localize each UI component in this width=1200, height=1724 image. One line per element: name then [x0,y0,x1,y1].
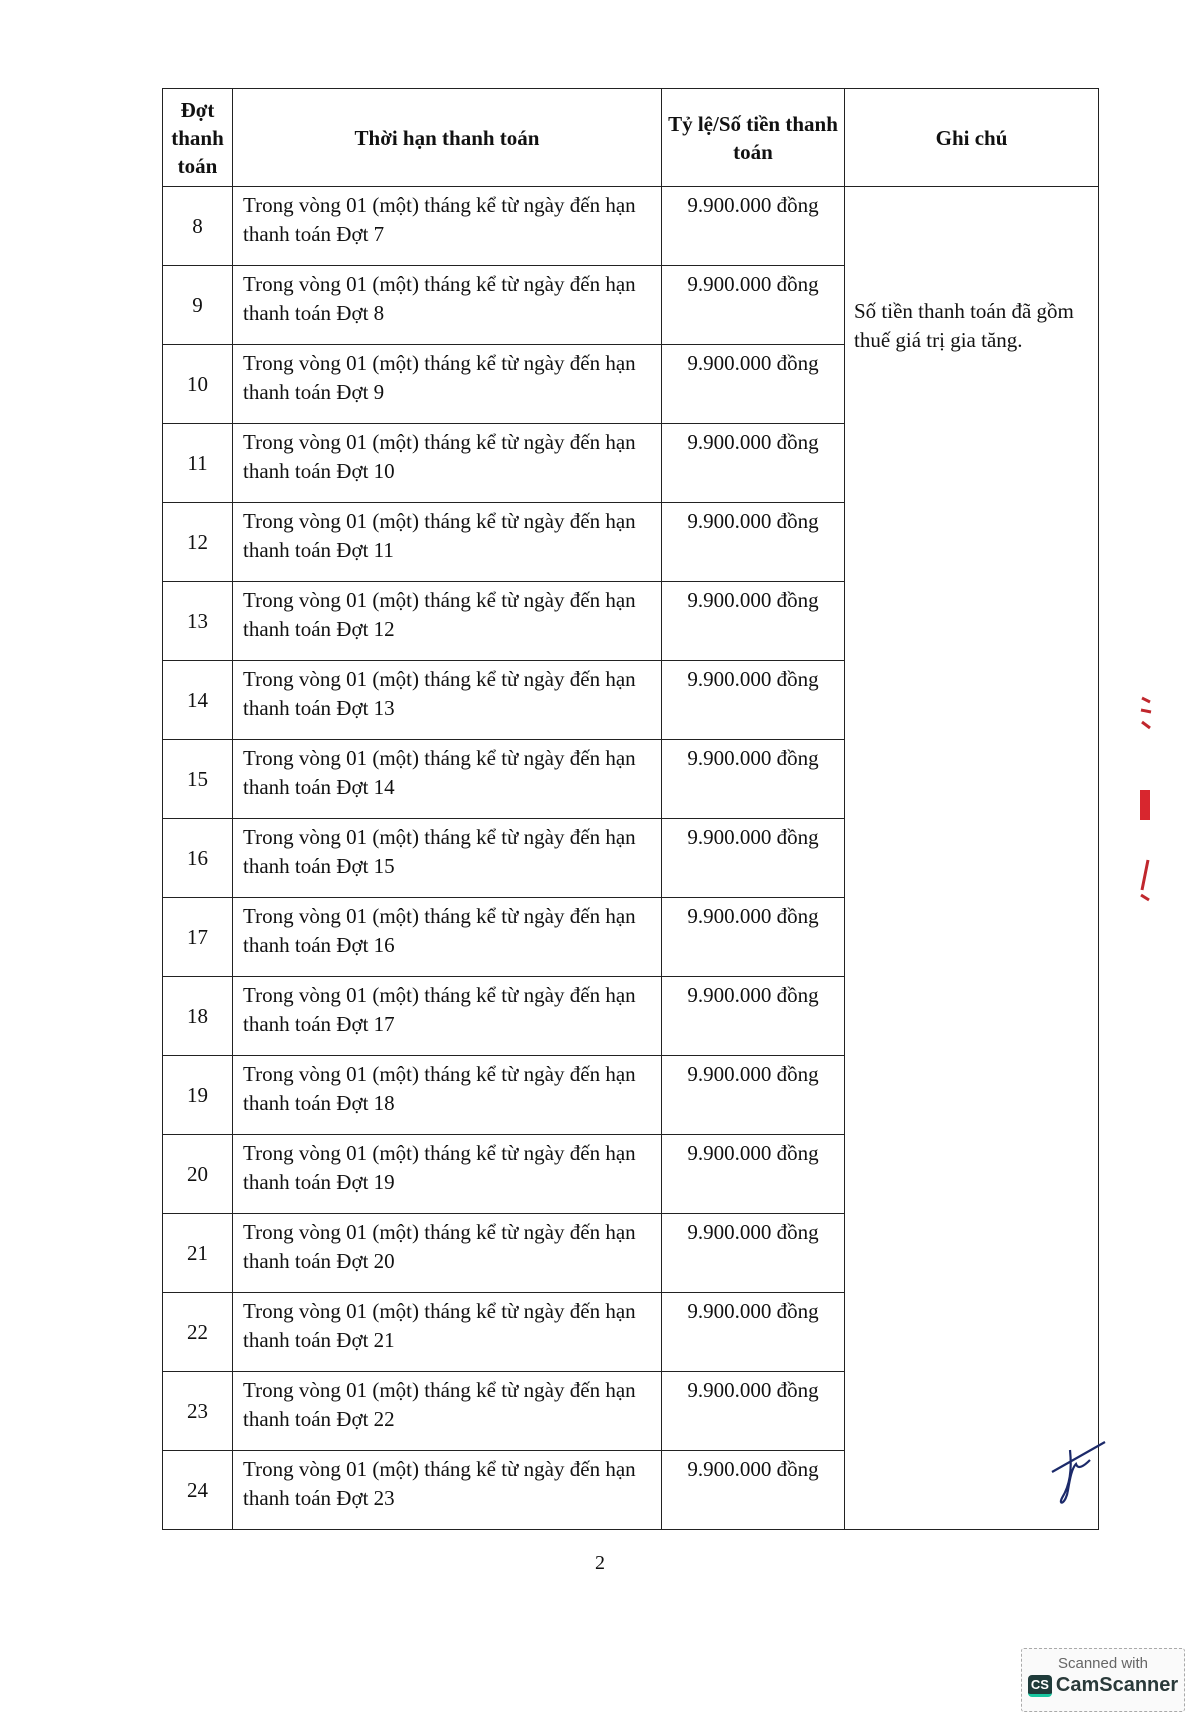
payment-term: Trong vòng 01 (một) tháng kể từ ngày đến hạn thanh toán Đợt 12 [233,582,662,661]
payment-term: Trong vòng 01 (một) tháng kể từ ngày đến hạn thanh toán Đợt 13 [233,661,662,740]
payment-amount: 9.900.000 đồng [662,266,845,345]
payment-schedule-table [162,88,1099,1530]
installment-number: 14 [163,661,233,740]
installment-number: 19 [163,1056,233,1135]
payment-amount: 9.900.000 đồng [662,1056,845,1135]
payment-term: Trong vòng 01 (một) tháng kể từ ngày đến hạn thanh toán Đợt 11 [233,503,662,582]
payment-amount: 9.900.000 đồng [662,345,845,424]
installment-number: 9 [163,266,233,345]
installment-number: 21 [163,1214,233,1293]
installment-number: 18 [163,977,233,1056]
payment-amount: 9.900.000 đồng [662,424,845,503]
payment-amount: 9.900.000 đồng [662,187,845,266]
installment-number: 13 [163,582,233,661]
payment-amount: 9.900.000 đồng [662,1372,845,1451]
payment-amount: 9.900.000 đồng [662,503,845,582]
payment-term: Trong vòng 01 (một) tháng kể từ ngày đến hạn thanh toán Đợt 15 [233,819,662,898]
header-term: Thời hạn thanh toán [233,89,662,187]
watermark-line1: Scanned with [1057,1655,1149,1672]
header-installment: Đợt thanh toán [163,89,233,187]
payment-amount: 9.900.000 đồng [662,1135,845,1214]
installment-number: 11 [163,424,233,503]
watermark-brand: CamScanner [1055,1674,1179,1696]
payment-amount: 9.900.000 đồng [662,582,845,661]
payment-term: Trong vòng 01 (một) tháng kể từ ngày đến hạn thanh toán Đợt 9 [233,345,662,424]
payment-amount: 9.900.000 đồng [662,740,845,819]
payment-amount: 9.900.000 đồng [662,661,845,740]
installment-number: 20 [163,1135,233,1214]
payment-term: Trong vòng 01 (một) tháng kể từ ngày đến hạn thanh toán Đợt 20 [233,1214,662,1293]
payment-term: Trong vòng 01 (một) tháng kể từ ngày đến hạn thanh toán Đợt 14 [233,740,662,819]
table-row [163,187,1099,266]
payment-amount: 9.900.000 đồng [662,1451,845,1530]
table-header-row [163,89,1099,187]
payment-term: Trong vòng 01 (một) tháng kể từ ngày đến hạn thanh toán Đợt 8 [233,266,662,345]
red-stamp-fragment [1138,690,1154,920]
installment-number: 10 [163,345,233,424]
camscanner-watermark [1021,1648,1185,1712]
page-number: 2 [595,1552,605,1574]
payment-term: Trong vòng 01 (một) tháng kể từ ngày đến hạn thanh toán Đợt 23 [233,1451,662,1530]
payment-term: Trong vòng 01 (một) tháng kể từ ngày đến hạn thanh toán Đợt 18 [233,1056,662,1135]
installment-number: 17 [163,898,233,977]
payment-amount: 9.900.000 đồng [662,977,845,1056]
header-amount: Tỷ lệ/Số tiền thanh toán [662,89,845,187]
installment-number: 24 [163,1451,233,1530]
header-note: Ghi chú [845,89,1099,187]
payment-amount: 9.900.000 đồng [662,1214,845,1293]
payment-term: Trong vòng 01 (một) tháng kể từ ngày đến hạn thanh toán Đợt 17 [233,977,662,1056]
installment-number: 15 [163,740,233,819]
installment-number: 8 [163,187,233,266]
signature [1050,1440,1110,1510]
camscanner-logo-icon: CS [1028,1675,1052,1697]
payment-term: Trong vòng 01 (một) tháng kể từ ngày đến hạn thanh toán Đợt 7 [233,187,662,266]
payment-term: Trong vòng 01 (một) tháng kể từ ngày đến hạn thanh toán Đợt 19 [233,1135,662,1214]
installment-number: 12 [163,503,233,582]
installment-number: 23 [163,1372,233,1451]
payment-term: Trong vòng 01 (một) tháng kể từ ngày đến hạn thanh toán Đợt 16 [233,898,662,977]
payment-amount: 9.900.000 đồng [662,898,845,977]
note-cell: Số tiền thanh toán đã gồm thuế giá trị gia tăng. [845,187,1099,1530]
payment-term: Trong vòng 01 (một) tháng kể từ ngày đến hạn thanh toán Đợt 21 [233,1293,662,1372]
installment-number: 16 [163,819,233,898]
payment-term: Trong vòng 01 (một) tháng kể từ ngày đến hạn thanh toán Đợt 22 [233,1372,662,1451]
payment-amount: 9.900.000 đồng [662,1293,845,1372]
payment-term: Trong vòng 01 (một) tháng kể từ ngày đến hạn thanh toán Đợt 10 [233,424,662,503]
payment-amount: 9.900.000 đồng [662,819,845,898]
installment-number: 22 [163,1293,233,1372]
